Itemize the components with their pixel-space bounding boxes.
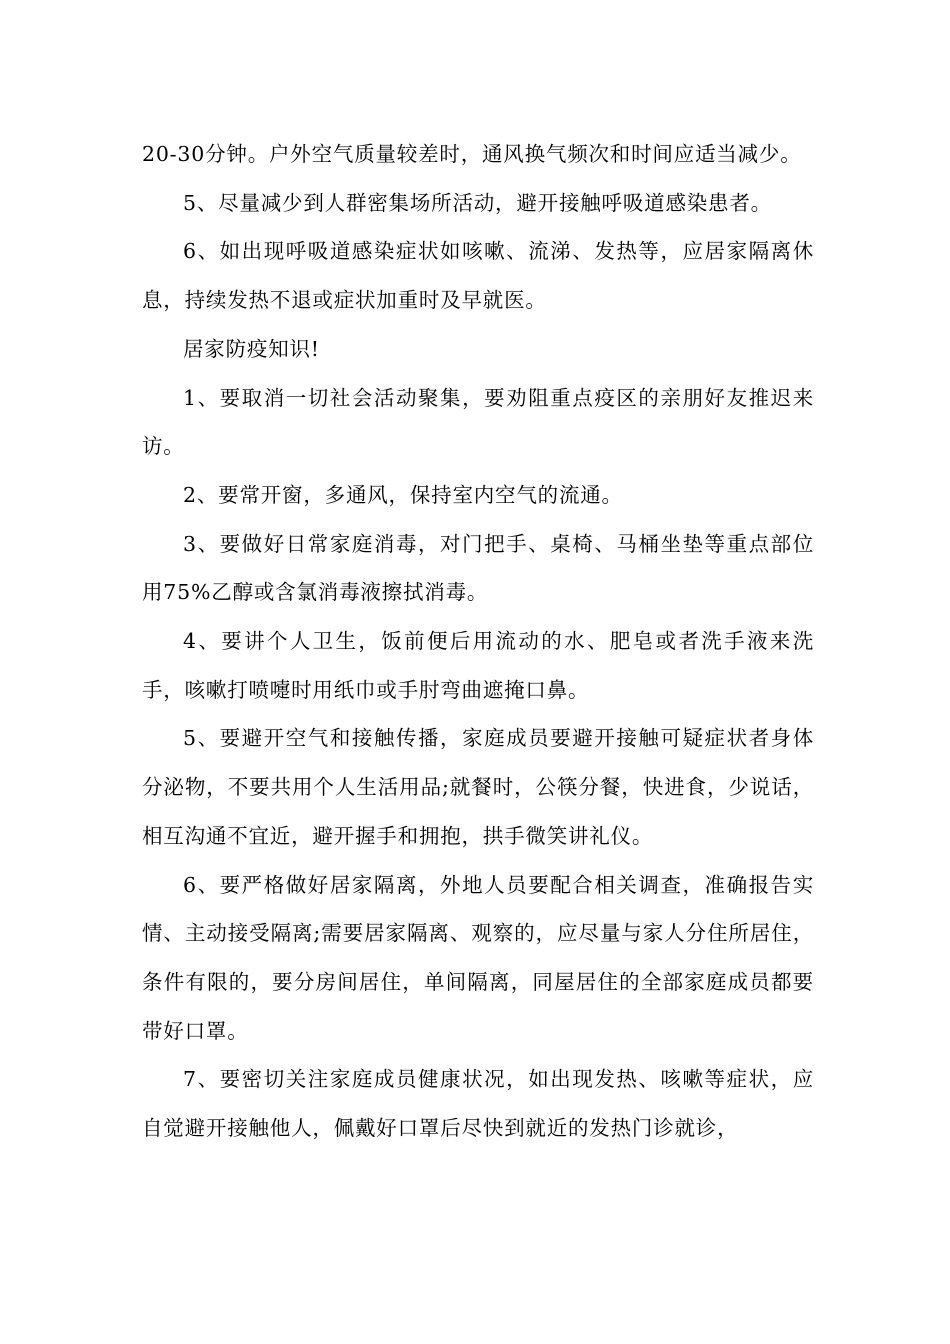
- paragraph-home-1: 1、要取消一切社会活动聚集，要劝阻重点疫区的亲朋好友推迟来访。: [142, 385, 814, 459]
- paragraph-home-6: 6、要严格做好居家隔离，外地人员要配合相关调查，准确报告实情、主动接受隔离;需要居家隔离、观察的，应尽量与家人分住所居住，条件有限的，要分房间居住，单间隔离，同屋居住的全部家庭成员都要带好口罩。: [142, 872, 814, 1043]
- document-body: [142, 130, 814, 1153]
- paragraph-home-4: 4、要讲个人卫生，饭前便后用流动的水、肥皂或者洗手液来洗手，咳嗽打喷嚏时用纸巾或手肘弯曲遮掩口鼻。: [142, 629, 814, 702]
- paragraph-home-5: 5、要避开空气和接触传播，家庭成员要避开接触可疑症状者身体分泌物，不要共用个人生活用品;就餐时，公筷分餐，快进食，少说话，相互沟通不宜近，避开握手和拥抱，拱手微笑讲礼仪。: [142, 726, 814, 848]
- paragraph-home-3: 3、要做好日常家庭消毒，对门把手、桌椅、马桶坐垫等重点部位用75%乙醇或含氯消毒液擦拭消毒。: [142, 531, 814, 605]
- paragraph-home-7: 7、要密切关注家庭成员健康状况，如出现发热、咳嗽等症状，应自觉避开接触他人，佩戴好口罩后尽快到就近的发热门诊就诊，: [142, 1067, 814, 1141]
- section-heading: 居家防疫知识!: [183, 336, 320, 361]
- paragraph-item-6-symptoms: 6、如出现呼吸道感染症状如咳嗽、流涕、发热等，应居家隔离休息，持续发热不退或症状加重时及早就医。: [142, 239, 814, 313]
- paragraph-continuation: 20-30分钟。户外空气质量较差时，通风换气频次和时间应适当减少。: [142, 142, 802, 166]
- paragraph-home-2: 2、要常开窗，多通风，保持室内空气的流通。: [183, 482, 623, 507]
- paragraph-item-5-crowds: 5、尽量减少到人群密集场所活动，避开接触呼吸道感染患者。: [183, 190, 772, 215]
